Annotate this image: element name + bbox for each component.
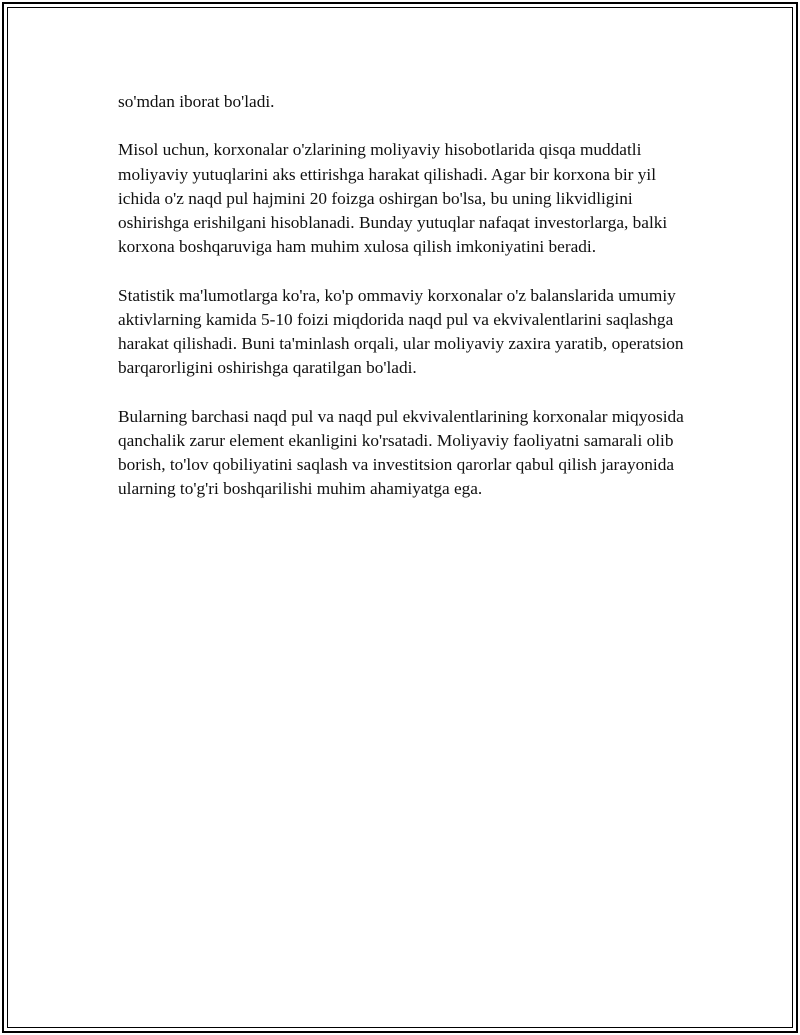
paragraph-conclusion: Bularning barchasi naqd pul va naqd pul ekvivalentlarining korxonalar miqyosida qanchalik zarur element ekanligini ko'rsatadi. Moliyaviy faoliyatni samarali olib borish, to'lov qobiliyatini saqlash va investitsion qarorlar qabul qilish jarayonida ularning to'g'ri boshqarilishi muhim ahamiyatga ega. bbox=[118, 406, 684, 499]
document-body bbox=[118, 90, 698, 526]
paragraph-statistics: Statistik ma'lumotlarga ko'ra, ko'p ommaviy korxonalar o'z balanslarida umumiy aktivlarning kamida 5-10 foizi miqdorida naqd pul va ekvivalentlarini saqlashga harakat qilishadi. Buni ta'minlash orqali, ular moliyaviy zaxira yaratib, operatsion barqarorligini oshirishga qaratilgan bo'ladi. bbox=[118, 285, 684, 378]
paragraph-continuation: so'mdan iborat bo'ladi. bbox=[118, 92, 275, 111]
paragraph-example: Misol uchun, korxonalar o'zlarining moliyaviy hisobotlarida qisqa muddatli moliyaviy yutuqlarini aks ettirishga harakat qilishadi. Agar bir korxona bir yil ichida o'z naqd pul hajmini 20 foizga oshirgan bo'lsa, bu uning likvidligini oshirishga erishilgani hisoblanadi. Bunday yutuqlar nafaqat investorlarga, balki korxona boshqaruviga ham muhim xulosa qilish imkoniyatini beradi. bbox=[118, 140, 668, 257]
